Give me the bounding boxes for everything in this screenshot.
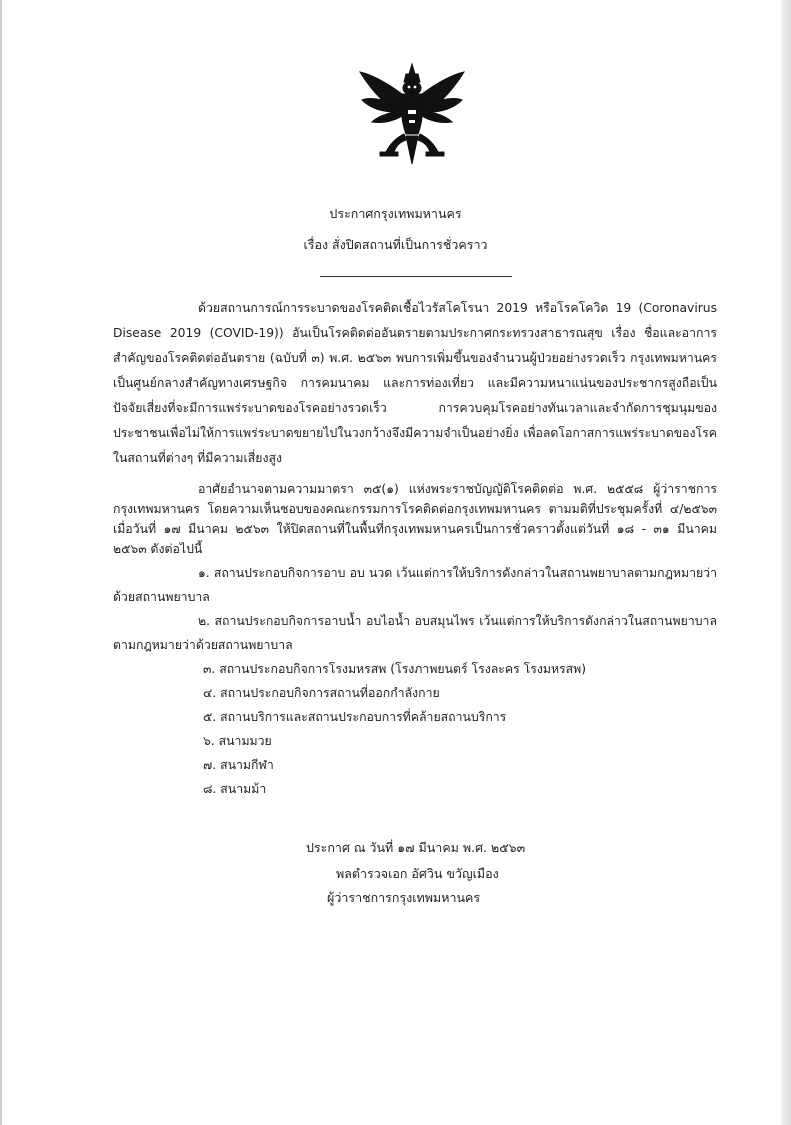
signatory-name: พลตำรวจเอก อัศวิน ขวัญเมือง	[336, 866, 499, 881]
page-right-shadow	[781, 0, 791, 1125]
garuda-emblem-icon	[356, 62, 468, 170]
paragraph-authority: อาศัยอำนาจตามความมาตรา ๓๕(๑) แห่งพระราชบัญญัติโรคติดต่อ พ.ศ. ๒๕๕๘ ผู้ว่าราชการกรุงเทพมหานคร โดยความเห็นชอบของคณะกรรมการโรคติดต่อกรุงเทพมหานคร ตามมติที่ประชุมครั้งที่ ๔/๒๕๖๓ เมื่อวันที่ ๑๗ มีนาคม ๒๕๖๓ ให้ปิดสถานที่ในพื้นที่กรุงเทพมหานครเป็นการชั่วคราวตั้งแต่วันที่ ๑๘ - ๓๑ มีนาคม ๒๕๖๓ ดังต่อไปนี้	[113, 482, 717, 556]
closure-item-8: ๘. สนามม้า	[203, 782, 267, 796]
closure-item-5: ๕. สถานบริการและสถานประกอบการที่คล้ายสถานบริการ	[203, 710, 507, 724]
closure-item-1: ๑. สถานประกอบกิจการอาบ อบ นวด เว้นแต่การให้บริการดังกล่าวในสถานพยาบาลตามกฎหมายว่าด้วยสถานพยาบาล	[113, 566, 717, 604]
closure-item-7: ๗. สนามกีฬา	[203, 758, 274, 772]
closure-item-4: ๔. สถานประกอบกิจการสถานที่ออกกำลังกาย	[203, 686, 440, 700]
heading-divider	[320, 276, 512, 277]
signatory-position: ผู้ว่าราชการกรุงเทพมหานคร	[327, 890, 481, 905]
paragraph-background: ด้วยสถานการณ์การระบาดของโรคติดเชื้อไวรัสโคโรนา 2019 หรือโรคโควิด 19 (Coronavirus Disease 2019 (COVID-19)) อันเป็นโรคติดต่ออันตรายตามประกาศกระทรวงสาธารณสุข เรื่อง ชื่อและอาการสำคัญของโรคติดต่ออันตราย (ฉบับที่ ๓) พ.ศ. ๒๕๖๓ พบการเพิ่มขึ้นของจำนวนผู้ป่วยอย่างรวดเร็ว กรุงเทพมหานครเป็นศูนย์กลางสำคัญทางเศรษฐกิจ การคมนาคม และการท่องเที่ยว และมีความหนาแน่นของประชากรสูงถือเป็นปัจจัยเสี่ยงที่จะมีการแพร่ระบาดของโรคอย่างรวดเร็ว การควบคุมโรคอย่างทันเวลาและจำกัดการชุมนุมของประชาชนเพื่อไม่ให้การแพร่ระบาดขยายไปในวงกว้างจึงมีความจำเป็นอย่างยิ่ง เพื่อลดโอกาสการแพร่ระบาดของโรคในสถานที่ต่างๆ ที่มีความเสี่ยงสูง	[113, 301, 717, 465]
signature-date: ประกาศ ณ วันที่ ๑๗ มีนาคม พ.ศ. ๒๕๖๓	[306, 840, 526, 855]
announcement-heading: ประกาศกรุงเทพมหานคร	[329, 206, 462, 221]
announcement-body	[113, 296, 717, 801]
page-left-edge	[0, 0, 2, 1125]
announcement-subject: เรื่อง สั่งปิดสถานที่เป็นการชั่วคราว	[303, 237, 488, 252]
closure-item-3: ๓. สถานประกอบกิจการโรงมหรสพ (โรงภาพยนตร์ โรงละคร โรงมหรสพ)	[203, 662, 587, 676]
closure-item-6: ๖. สนามมวย	[203, 734, 272, 748]
closure-item-2: ๒. สถานประกอบกิจการอาบน้ำ อบไอน้ำ อบสมุนไพร เว้นแต่การให้บริการดังกล่าวในสถานพยาบาลตามกฎหมายว่าด้วยสถานพยาบาล	[113, 614, 717, 652]
